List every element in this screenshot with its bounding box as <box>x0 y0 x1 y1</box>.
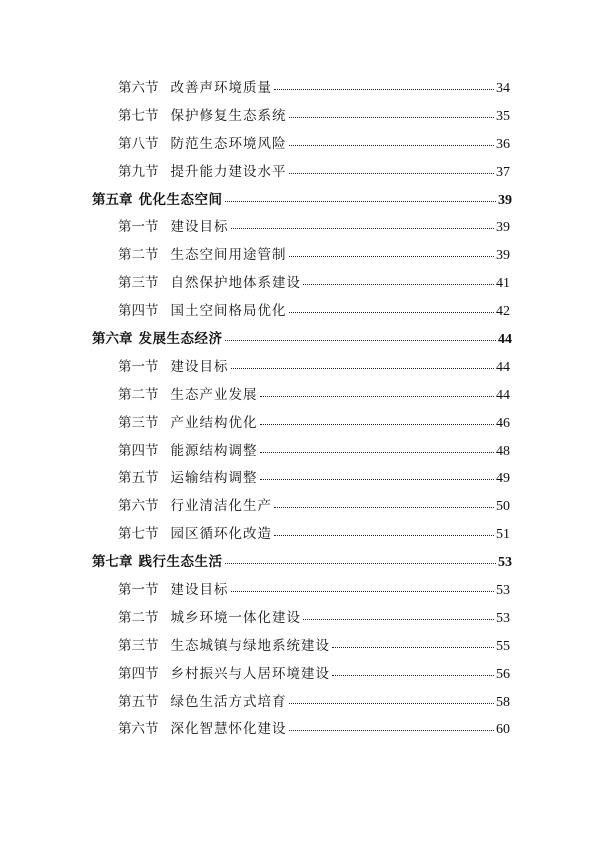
toc-entry-title: 园区循环化改造 <box>170 526 272 543</box>
toc-page-number: 49 <box>496 471 510 487</box>
toc-entry-label: 第二节 <box>118 609 159 626</box>
toc-dot-leader <box>260 452 495 453</box>
toc-dot-leader <box>231 228 495 229</box>
toc-section-entry[interactable] <box>0 104 600 132</box>
toc-page-number: 53 <box>496 583 510 599</box>
toc-dot-leader <box>289 256 495 257</box>
toc-page-number: 51 <box>496 527 510 543</box>
toc-entry-label: 第四节 <box>118 442 159 459</box>
toc-dot-leader <box>274 89 494 90</box>
table-of-contents <box>0 76 600 745</box>
toc-dot-leader <box>289 117 495 118</box>
toc-entry-title: 国土空间格局优化 <box>170 303 287 320</box>
toc-entry-label: 第三节 <box>118 414 159 431</box>
toc-page-number: 53 <box>498 555 512 571</box>
toc-entry-title: 自然保护地体系建设 <box>170 275 301 292</box>
toc-dot-leader <box>225 340 497 341</box>
toc-entry-title: 践行生态生活 <box>138 554 223 571</box>
toc-dot-leader <box>289 312 495 313</box>
toc-page-number: 44 <box>496 387 510 403</box>
toc-entry-title: 保护修复生态系统 <box>170 107 287 124</box>
toc-section-entry[interactable] <box>0 494 600 522</box>
toc-entry-label: 第五章 <box>92 191 133 208</box>
toc-page-number: 37 <box>496 164 510 180</box>
toc-page-number: 58 <box>496 694 510 710</box>
toc-dot-leader <box>260 424 495 425</box>
toc-dot-leader <box>289 173 495 174</box>
toc-entry-title: 生态产业发展 <box>170 386 258 403</box>
toc-entry-title: 能源结构调整 <box>170 442 258 459</box>
toc-entry-title: 城乡环境一体化建设 <box>170 609 301 626</box>
toc-page-number: 53 <box>496 610 510 626</box>
toc-dot-leader <box>332 675 494 676</box>
toc-section-entry[interactable] <box>0 160 600 188</box>
toc-dot-leader <box>274 535 494 536</box>
toc-entry-title: 提升能力建设水平 <box>170 163 287 180</box>
toc-entry-label: 第四节 <box>118 665 159 682</box>
toc-section-entry[interactable] <box>0 439 600 467</box>
toc-entry-label: 第五节 <box>118 470 159 487</box>
toc-dot-leader <box>260 479 495 480</box>
toc-entry-label: 第六节 <box>118 80 159 96</box>
toc-page-number: 46 <box>496 415 510 431</box>
toc-entry-label: 第四节 <box>118 303 159 320</box>
toc-page-number: 56 <box>496 666 510 682</box>
toc-entry-label: 第二节 <box>118 386 159 403</box>
toc-page-number: 34 <box>496 81 510 96</box>
toc-dot-leader <box>289 145 495 146</box>
toc-dot-leader <box>260 396 495 397</box>
toc-entry-title: 运输结构调整 <box>170 470 258 487</box>
toc-entry-title: 绿色生活方式培育 <box>170 693 287 710</box>
toc-entry-title: 深化智慧怀化建设 <box>170 721 287 738</box>
toc-entry-label: 第六节 <box>118 721 159 738</box>
toc-dot-leader <box>303 619 494 620</box>
toc-entry-title: 乡村振兴与人居环境建设 <box>170 665 330 682</box>
toc-entry-label: 第七节 <box>118 526 159 543</box>
toc-entry-label: 第二节 <box>118 247 159 264</box>
toc-dot-leader <box>225 563 497 564</box>
toc-section-entry[interactable] <box>0 76 600 104</box>
toc-entry-title: 建设目标 <box>170 219 229 236</box>
toc-page-number: 44 <box>498 332 512 348</box>
toc-entry-label: 第五节 <box>118 693 159 710</box>
toc-entry-title: 生态空间用途管制 <box>170 247 287 264</box>
toc-entry-title: 建设目标 <box>170 582 229 599</box>
toc-entry-label: 第九节 <box>118 163 159 180</box>
toc-section-entry[interactable] <box>0 522 600 550</box>
toc-section-entry[interactable] <box>0 578 600 606</box>
toc-entry-title: 产业结构优化 <box>170 414 258 431</box>
toc-entry-label: 第一节 <box>118 219 159 236</box>
toc-page-number: 42 <box>496 304 510 320</box>
toc-section-entry[interactable] <box>0 215 600 243</box>
toc-page-number: 50 <box>496 499 510 515</box>
toc-entry-label: 第三节 <box>118 637 159 654</box>
toc-section-entry[interactable] <box>0 271 600 299</box>
toc-entry-label: 第六章 <box>92 331 133 348</box>
toc-entry-title: 行业清洁化生产 <box>170 498 272 515</box>
toc-page-number: 36 <box>496 136 510 152</box>
toc-entry-title: 改善声环境质量 <box>170 80 272 96</box>
toc-entry-title: 发展生态经济 <box>138 331 223 348</box>
toc-section-entry[interactable] <box>0 634 600 662</box>
toc-section-entry[interactable] <box>0 132 600 160</box>
toc-entry-label: 第七节 <box>118 107 159 124</box>
toc-entry-label: 第八节 <box>118 135 159 152</box>
toc-page-number: 55 <box>496 638 510 654</box>
toc-section-entry[interactable] <box>0 717 600 745</box>
toc-entry-title: 生态城镇与绿地系统建设 <box>170 637 330 654</box>
toc-dot-leader <box>332 647 494 648</box>
toc-section-entry[interactable] <box>0 662 600 690</box>
toc-page-number: 44 <box>496 359 510 375</box>
toc-page-number: 41 <box>496 276 510 292</box>
toc-entry-title: 优化生态空间 <box>138 191 223 208</box>
toc-entry-label: 第一节 <box>118 358 159 375</box>
toc-entry-label: 第六节 <box>118 498 159 515</box>
toc-entry-label: 第三节 <box>118 275 159 292</box>
toc-entry-title: 防范生态环境风险 <box>170 135 287 152</box>
toc-section-entry[interactable] <box>0 411 600 439</box>
toc-chapter-entry[interactable] <box>0 550 600 578</box>
toc-page-number: 39 <box>498 192 512 208</box>
toc-dot-leader <box>289 703 495 704</box>
toc-entry-title: 建设目标 <box>170 358 229 375</box>
toc-entry-label: 第一节 <box>118 582 159 599</box>
toc-dot-leader <box>289 730 495 731</box>
toc-section-entry[interactable] <box>0 299 600 327</box>
toc-chapter-entry[interactable] <box>0 188 600 216</box>
toc-section-entry[interactable] <box>0 690 600 718</box>
toc-dot-leader <box>274 507 494 508</box>
toc-page-number: 60 <box>496 722 510 738</box>
toc-entry-label: 第七章 <box>92 554 133 571</box>
toc-page-number: 35 <box>496 108 510 124</box>
toc-section-entry[interactable] <box>0 606 600 634</box>
toc-page-number: 39 <box>496 220 510 236</box>
toc-chapter-entry[interactable] <box>0 327 600 355</box>
toc-dot-leader <box>225 201 497 202</box>
toc-section-entry[interactable] <box>0 466 600 494</box>
toc-page-number: 48 <box>496 443 510 459</box>
toc-section-entry[interactable] <box>0 355 600 383</box>
toc-page-number: 39 <box>496 248 510 264</box>
toc-dot-leader <box>303 284 494 285</box>
toc-dot-leader <box>231 591 495 592</box>
toc-section-entry[interactable] <box>0 383 600 411</box>
toc-section-entry[interactable] <box>0 243 600 271</box>
toc-dot-leader <box>231 368 495 369</box>
